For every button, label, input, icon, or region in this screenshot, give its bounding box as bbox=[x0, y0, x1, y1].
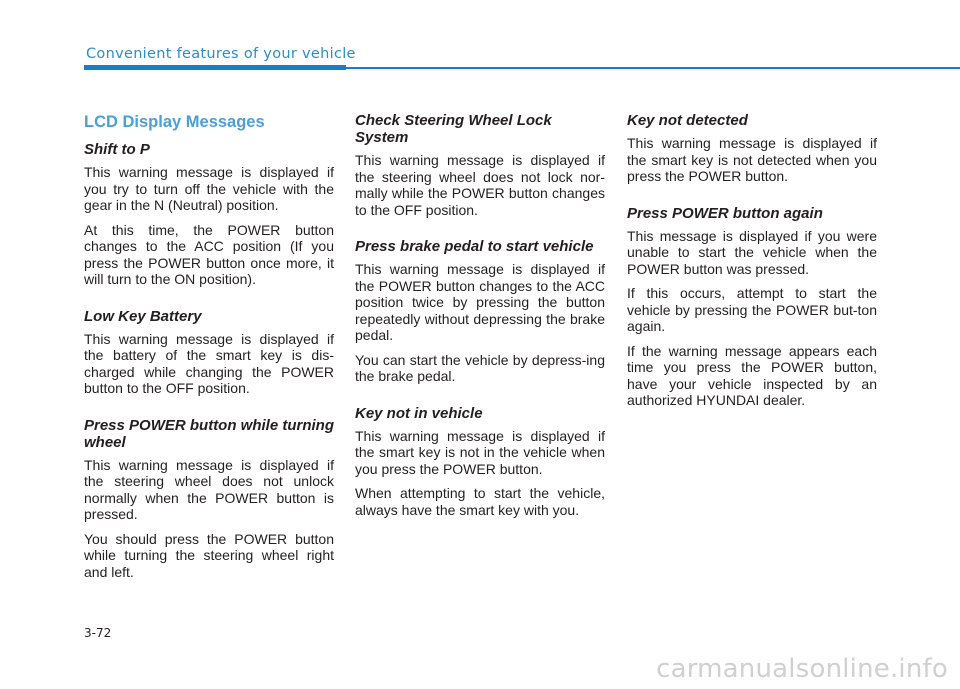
key-not-detected-paragraph: This warning message is displayed if the smart key is not detected when you press the POWER button. bbox=[627, 135, 877, 184]
section-header: Convenient features of your vehicle bbox=[86, 46, 356, 62]
press-brake-pedal-paragraph-1: This warning message is displayed if the POWER button changes to the ACC position twice by pressing the button repeatedly without depressing the brake pedal. bbox=[355, 261, 605, 343]
press-power-again-paragraph-1: This message is displayed if you were unable to start the vehicle when the POWER button was pressed. bbox=[627, 227, 877, 277]
low-key-battery-heading: Low Key Battery bbox=[84, 307, 202, 325]
check-steering-wheel-lock-paragraph: This warning message is displayed if the steering wheel does not lock nor-mally while the POWER button changes to the OFF position. bbox=[355, 152, 605, 218]
shift-to-p-paragraph-2: At this time, the POWER button changes to the ACC position (If you press the POWER button once more, it will turn to the ON position). bbox=[84, 221, 334, 287]
press-power-while-turning-heading: Press POWER button while turning wheel bbox=[84, 416, 335, 451]
header-rule-thick bbox=[84, 65, 346, 70]
press-power-again-heading: Press POWER button again bbox=[627, 204, 823, 222]
press-power-while-turning-paragraph-1: This warning message is displayed if the steering wheel does not unlock normally when the POWER button is pressed. bbox=[84, 456, 334, 522]
header-rule-thin bbox=[346, 67, 960, 69]
press-power-again-paragraph-2: If this occurs, attempt to start the vehicle by pressing the POWER but-ton again. bbox=[627, 285, 877, 334]
key-not-in-vehicle-paragraph-1: This warning message is displayed if the smart key is not in the vehicle when you press the POWER button. bbox=[355, 427, 605, 477]
low-key-battery-paragraph: This warning message is displayed if the battery of the smart key is dis-charged while changing the POWER button to the OFF position. bbox=[84, 330, 334, 396]
column-1 bbox=[84, 108, 334, 588]
check-steering-wheel-lock-heading: Check Steering Wheel Lock System bbox=[355, 112, 552, 146]
press-brake-pedal-paragraph-2: You can start the vehicle by depress-ing the brake pedal. bbox=[355, 351, 605, 384]
press-power-again-paragraph-3: If the warning message appears each time you press the POWER button, have your vehicle inspected by an authorized HYUNDAI dealer. bbox=[627, 342, 877, 408]
column-3 bbox=[627, 108, 877, 417]
key-not-in-vehicle-heading: Key not in vehicle bbox=[355, 404, 483, 422]
page-number: 3-72 bbox=[84, 626, 112, 640]
shift-to-p-paragraph-1: This warning message is displayed if you try to turn off the vehicle with the gear in the N (Neutral) position. bbox=[84, 164, 334, 213]
column-2 bbox=[355, 108, 605, 526]
key-not-in-vehicle-paragraph-2: When attempting to start the vehicle, always have the smart key with you. bbox=[355, 485, 605, 518]
shift-to-p-heading: Shift to P bbox=[84, 141, 150, 158]
lcd-display-messages-title: LCD Display Messages bbox=[84, 113, 265, 131]
press-brake-pedal-heading: Press brake pedal to start vehicle bbox=[355, 238, 594, 255]
watermark: carmanualsonline.info bbox=[656, 654, 948, 684]
press-power-while-turning-paragraph-2: You should press the POWER button while turning the steering wheel right and left. bbox=[84, 530, 334, 580]
key-not-detected-heading: Key not detected bbox=[627, 112, 748, 129]
